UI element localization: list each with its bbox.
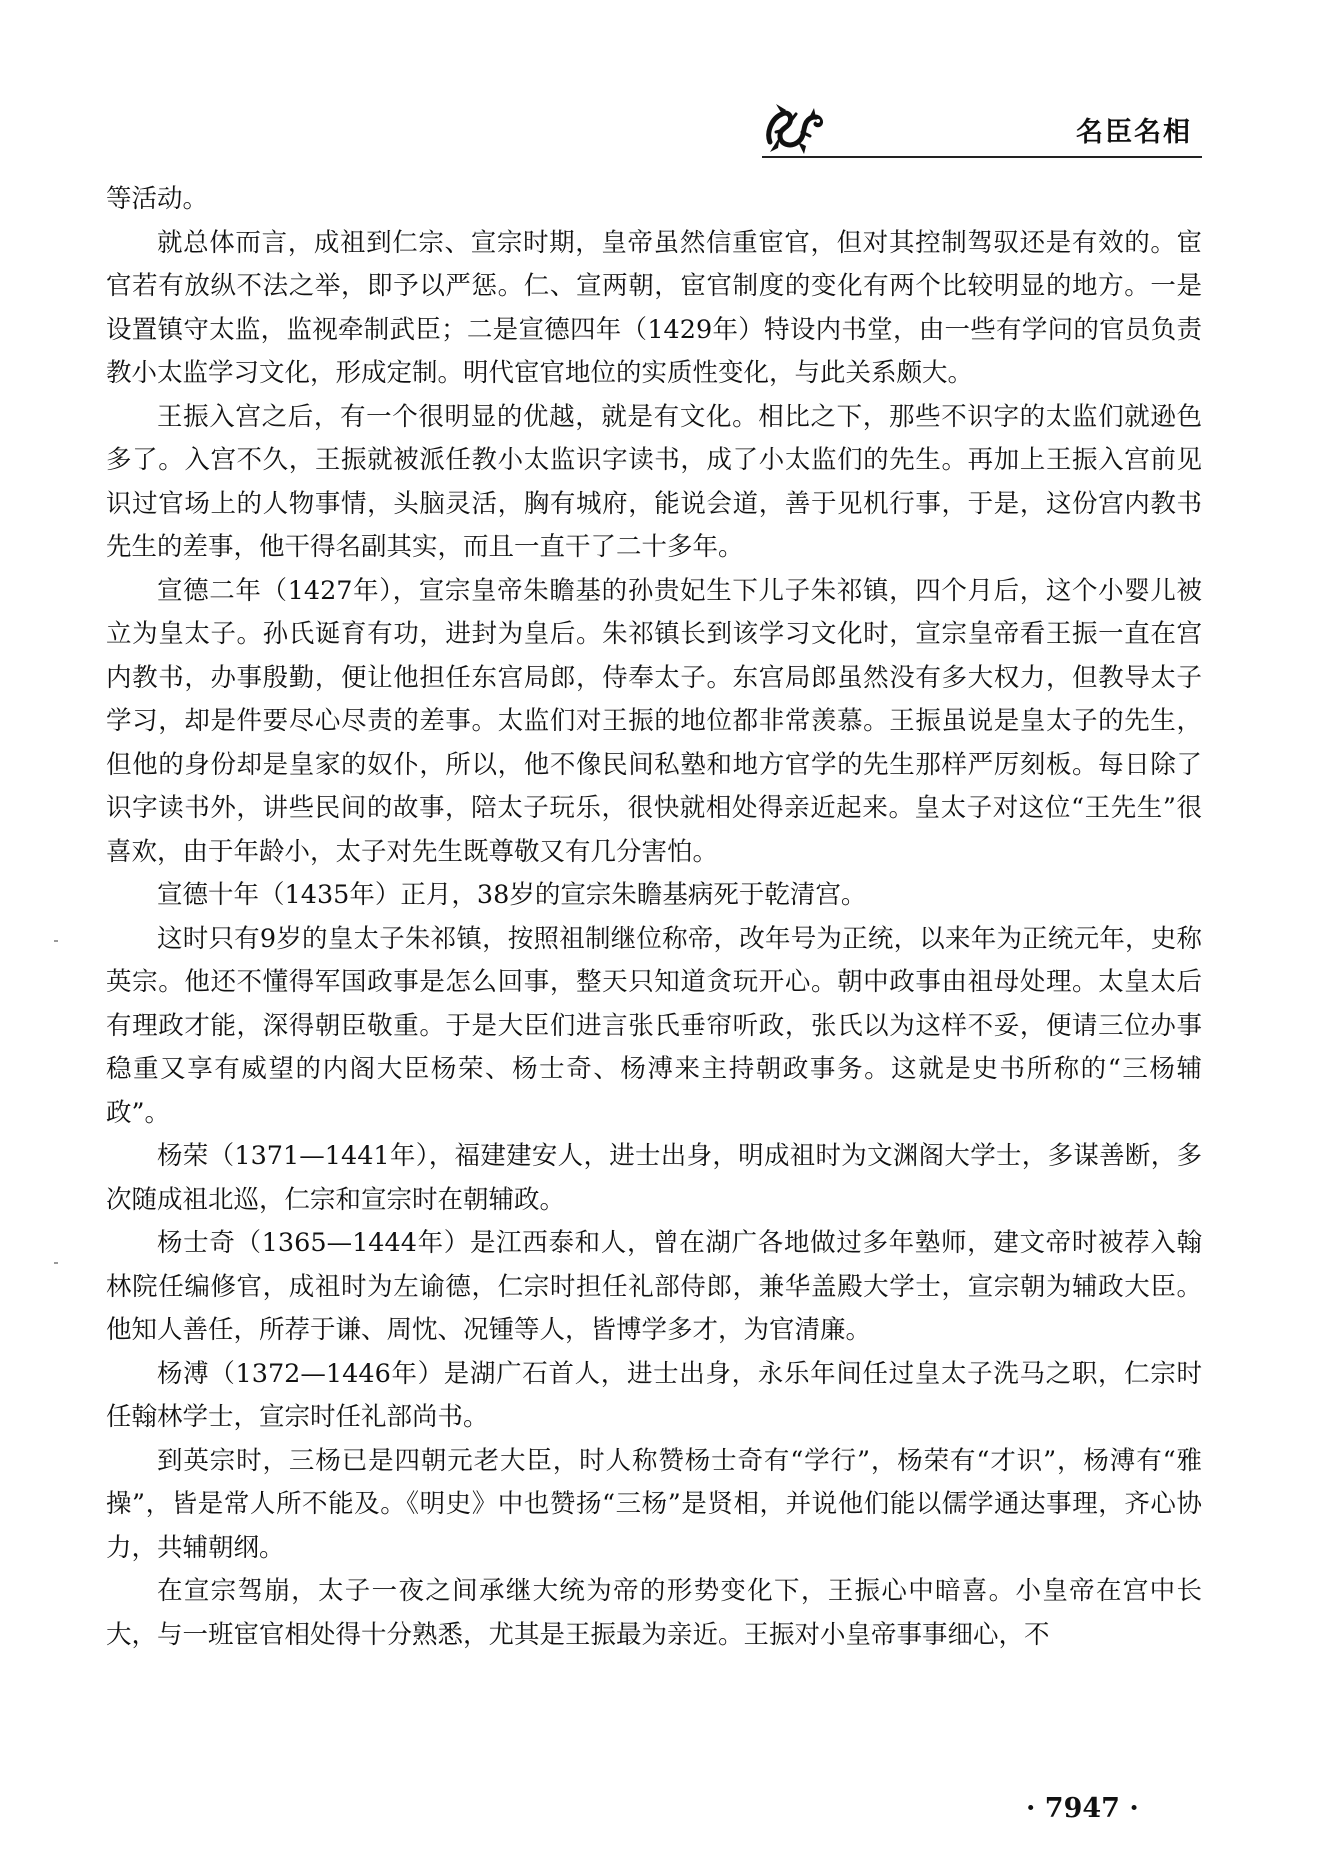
dragon-icon bbox=[762, 96, 828, 160]
paragraph: 等活动。 bbox=[106, 184, 209, 214]
paragraph: 这时只有9岁的皇太子朱祁镇，按照祖制继位称帝，改年号为正统，以来年为正统元年，史称英宗。他还不懂得军国政事是怎么回事，整天只知道贪玩开心。朝中政事由祖母处理。太皇太后有理政才能，深得朝臣敬重。于是大臣们进言张氏垂帘听政，张氏以为这样不妥，便请三位办事稳重又享有威望的内阁大臣杨荣、杨士奇、杨溥来主持朝政事务。这就是史书所称的“三杨辅政”。 bbox=[106, 923, 1202, 1128]
scan-mark bbox=[54, 940, 58, 942]
paragraph: 杨溥（1372—1446年）是湖广石首人，进士出身，永乐年间任过皇太子洗马之职，仁宗时任翰林学士，宣宗时任礼部尚书。 bbox=[106, 1358, 1202, 1432]
paragraph: 就总体而言，成祖到仁宗、宣宗时期，皇帝虽然信重宦官，但对其控制驾驭还是有效的。宦官若有放纵不法之举，即予以严惩。仁、宣两朝，宦官制度的变化有两个比较明显的地方。一是设置镇守太监，监视牵制武臣；二是宣德四年（1429年）特设内书堂，由一些有学问的官员负责教小太监学习文化，形成定制。明代宦官地位的实质性变化，与此关系颇大。 bbox=[106, 227, 1202, 388]
paragraph: 宣德二年（1427年），宣宗皇帝朱瞻基的孙贵妃生下儿子朱祁镇，四个月后，这个小婴儿被立为皇太子。孙氏诞育有功，进封为皇后。朱祁镇长到该学习文化时，宣宗皇帝看王振一直在宫内教书，办事殷勤，便让他担任东宫局郎，侍奉太子。东宫局郎虽然没有多大权力，但教导太子学习，却是件要尽心尽责的差事。太监们对王振的地位都非常羡慕。王振虽说是皇太子的先生，但他的身份却是皇家的奴仆，所以，他不像民间私塾和地方官学的先生那样严厉刻板。每日除了识字读书外，讲些民间的故事，陪太子玩乐，很快就相处得亲近起来。皇太子对这位“王先生”很喜欢，由于年龄小，太子对先生既尊敬又有几分害怕。 bbox=[106, 575, 1202, 867]
paragraph: 王振入宫之后，有一个很明显的优越，就是有文化。相比之下，那些不识字的太监们就逊色多了。入宫不久，王振就被派任教小太监识字读书，成了小太监们的先生。再加上王振入宫前见识过官场上的人物事情，头脑灵活，胸有城府，能说会道，善于见机行事，于是，这份宫内教书先生的差事，他干得名副其实，而且一直干了二十多年。 bbox=[106, 401, 1202, 562]
paragraph: 宣德十年（1435年）正月，38岁的宣宗朱瞻基病死于乾清宫。 bbox=[157, 880, 867, 910]
page-header bbox=[762, 88, 1202, 168]
body-text bbox=[106, 178, 1202, 1657]
paragraph: 杨荣（1371—1441年），福建建安人，进士出身，明成祖时为文渊阁大学士，多谋善断，多次随成祖北巡，仁宗和宣宗时在朝辅政。 bbox=[106, 1141, 1202, 1215]
paragraph: 在宣宗驾崩，太子一夜之间承继大统为帝的形势变化下，王振心中暗喜。小皇帝在宫中长大，与一班宦官相处得十分熟悉，尤其是王振最为亲近。王振对小皇帝事事细心，不 bbox=[106, 1576, 1202, 1650]
section-title: 名臣名相 bbox=[1076, 117, 1192, 148]
scan-mark bbox=[54, 1262, 58, 1264]
paragraph: 杨士奇（1365—1444年）是江西泰和人，曾在湖广各地做过多年塾师，建文帝时被荐入翰林院任编修官，成祖时为左谕德，仁宗时担任礼部侍郎，兼华盖殿大学士，宣宗朝为辅政大臣。他知人善任，所荐于谦、周忱、况锺等人，皆博学多才，为官清廉。 bbox=[106, 1228, 1202, 1345]
page-number: · 7947 · bbox=[1026, 1793, 1139, 1824]
paragraph: 到英宗时，三杨已是四朝元老大臣，时人称赞杨士奇有“学行”，杨荣有“才识”，杨溥有“雅操”，皆是常人所不能及。《明史》中也赞扬“三杨”是贤相，并说他们能以儒学通达事理，齐心协力，共辅朝纲。 bbox=[106, 1445, 1202, 1563]
header-rule bbox=[762, 156, 1202, 158]
